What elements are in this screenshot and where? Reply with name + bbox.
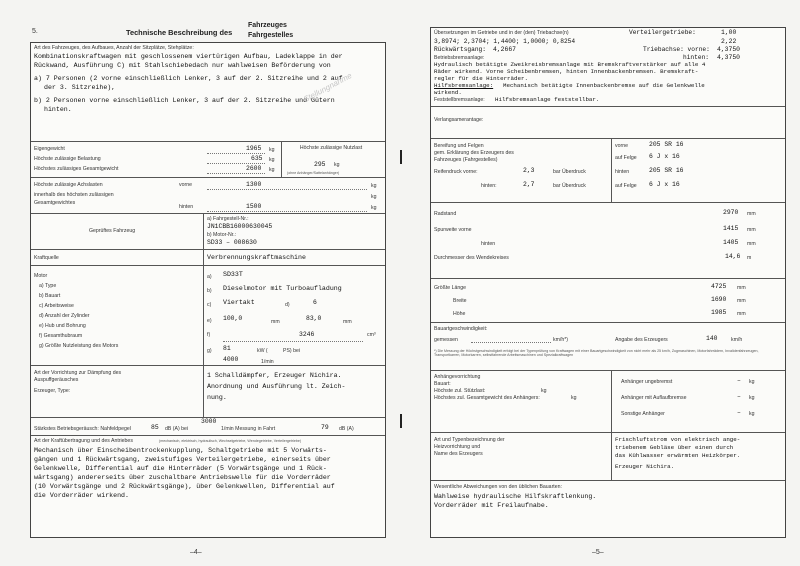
unit-kg: kg [541, 388, 547, 394]
drivetrain-line: die Vorderräder wirkend. [34, 492, 129, 499]
test-vehicle-label: Geprüftes Fahrzeug [89, 228, 136, 234]
pressure-unit: bar Überdruck [553, 169, 586, 175]
motor-letter: g) [207, 348, 212, 354]
section-test-vehicle [31, 213, 385, 249]
power-rpm-value: 4000 [223, 356, 239, 363]
rule [223, 341, 363, 342]
nutzlast-value: 295 [314, 161, 326, 168]
bore-value: 83,0 [306, 315, 322, 322]
speed-measured-label: gemessen [434, 337, 458, 343]
tires-label: Bereifung und Felgen [434, 143, 484, 149]
divider [203, 250, 204, 266]
width-label: Breite [453, 298, 467, 304]
unit-kmh: km/h [731, 337, 743, 343]
section-size [431, 278, 785, 322]
motor-letter: b) [207, 288, 212, 294]
section-tires [431, 138, 785, 202]
unit-kg: kg [371, 194, 377, 200]
unit-ps: PS) bei [283, 348, 301, 354]
transfer-low: 2,22 [721, 38, 737, 45]
unit-rpm: 1/min [261, 359, 274, 365]
rule [207, 211, 367, 212]
silencer-value1: 1 Schalldämpfer, Erzeuger Nichira. [207, 372, 342, 379]
body-type-b2: hinten. [44, 106, 72, 113]
rim-front-label: auf Felge [615, 155, 637, 161]
pressure-front-label: Reifendruck vorne: [434, 169, 478, 175]
rule [207, 189, 367, 190]
speed-declared-value: 140 [706, 335, 718, 342]
tongue-load-label: Höchste zul. Stützlast: [434, 388, 486, 394]
heater-maker: Erzeuger Nichira. [615, 463, 675, 470]
gesamt-value: 2600 [246, 165, 262, 172]
section-trailer [431, 370, 785, 432]
motor-item: b) Bauart [39, 293, 61, 299]
width-value: 1690 [711, 296, 727, 303]
power-source-label: Kraftquelle [34, 255, 59, 261]
silencer-value3: nung. [207, 394, 227, 401]
divider [203, 214, 204, 250]
divider [281, 142, 282, 178]
trailer-weight-label: Höchstes zul. Gesamtgewicht des Anhängers: [434, 395, 540, 401]
trailer-other-value: – [737, 409, 741, 416]
aux-brake-value: Mechanisch betätigte Innenbackenbremse auf die Gelenkwelle [503, 82, 705, 89]
pressure-unit: bar Überdruck [553, 183, 586, 189]
rule [207, 173, 265, 174]
footer-page-number-left: –4– [190, 549, 202, 556]
cylinder-count: 6 [313, 299, 317, 306]
motor-item: g) Größte Nutzleistung des Motors [39, 343, 119, 349]
axles-label2: innerhalb des höchsten zulässigen [34, 192, 114, 198]
section-speed [431, 322, 785, 370]
divider [611, 433, 612, 481]
unit-mm: mm [737, 311, 746, 317]
turning-circle-value: 14,6 [725, 253, 741, 260]
transfer-high: 1,00 [721, 29, 737, 36]
fold-mark [400, 414, 402, 428]
unit-mm: mm [747, 241, 756, 247]
motor-design-value: Dieselmotor mit Turboaufladung [223, 285, 342, 292]
chassis-label: a) Fahrgestell-Nr.: [207, 216, 249, 222]
unit-kg: kg [749, 395, 755, 401]
hitch-type-label: Bauart: [434, 381, 451, 387]
motor-type-value: SD33T [223, 271, 243, 278]
heater-label3: Name des Erzeugers [434, 451, 483, 457]
unit-kg: kg [371, 183, 377, 189]
body-type-a1: a) 7 Personen (2 vorne einschließlich Lenker, 3 auf der 2. Sitzreihe und 2 auf [34, 75, 343, 82]
displacement-value: 3246 [299, 331, 315, 338]
belastung-value: 635 [251, 155, 263, 162]
tires-label3: Fahrzeuges (Fahrgestelles) [434, 157, 498, 163]
heater-value: Frischluftstrom von elektrisch ange- [615, 436, 741, 443]
service-brake-line: Hydraulisch betätigte Zweikreisbremsanlage mit Bremskraftverstärker auf alle 4 [434, 61, 706, 68]
unit-mm: mm [737, 285, 746, 291]
length-value: 4725 [711, 283, 727, 290]
left-header [30, 20, 386, 42]
noise-unit: dB (A) bei [165, 426, 189, 432]
footer-page-number-right: –5– [592, 549, 604, 556]
rim-front-value: 6 J x 16 [649, 153, 680, 160]
motor-item: f) Gesamthubraum [39, 333, 83, 339]
height-label: Höhe [453, 311, 466, 317]
unit-kg: kg [571, 395, 577, 401]
service-brake-label: Betriebsbremsanlage: [434, 55, 485, 61]
silencer-label: Art der Vorrichtung zur Dämpfung des [34, 370, 122, 376]
rim-rear-value: 6 J x 16 [649, 181, 680, 188]
unit-mm: mm [747, 211, 756, 217]
unit-kg: kg [749, 379, 755, 385]
unit-kg: kg [371, 205, 377, 211]
heater-label2: Heizvorrichtung und [434, 444, 481, 450]
unit-mm: mm [271, 319, 280, 325]
section-motor [31, 265, 385, 365]
right-page [430, 27, 786, 538]
axle-ratio-front: 4,3750 [717, 46, 741, 53]
motor-label: Motor [34, 273, 48, 279]
motor-item: d) Anzahl der Zylinder [39, 313, 90, 319]
trailer-other-label: Sonstige Anhänger [621, 411, 665, 417]
axle-ratio-label: Triebachse: vorne: [643, 46, 710, 53]
section-retarder [431, 106, 785, 138]
section-drivetrain [31, 435, 385, 539]
drivetrain-line: Gelenkwelle, Differential auf die Hinterräder (5 Vorwärtsgänge und 1 Rück- [34, 465, 327, 472]
speed-footnote: *) Die Messung der Höchstgeschwindigkeit erfolgt bei der Typenprüfung von Kraftwagen mit einer Bauartgeschwindigkeit von nicht mehr als 25 km/h, Zugmaschinen, Motorfahrrädern, Invalidenfahrzeugen, Transportkarren, Motorkarren, selbstfahrende Arbeitsmaschinen und Spezialkraftwagen [434, 349, 759, 358]
length-label: Größte Länge [434, 285, 467, 291]
motor-item: c) Arbeitsweise [39, 303, 74, 309]
speed-label: Bauartgeschwindigkeit: [434, 326, 488, 332]
height-value: 1985 [711, 309, 727, 316]
tire-front-value: 205 SR 16 [649, 141, 684, 148]
track-rear-value: 1405 [723, 239, 739, 246]
ratios-label: Übersetzungen im Getriebe und in der (den) Triebachse(n) [434, 30, 569, 36]
track-front-label: Spurweite vorne [434, 227, 472, 233]
trailer-overrun-value: – [737, 393, 741, 400]
unit-kg: kg [269, 157, 275, 163]
motor-letter: a) [207, 274, 212, 280]
left-page [30, 42, 386, 538]
motor-letter: e) [207, 318, 212, 324]
belastung-label: Höchste zulässige Belastung [34, 156, 101, 162]
tires-label2: gem. Erklärung des Erzeugers des [434, 150, 514, 156]
heater-value: das Kühlwasser erwärmten Heizkörper. [615, 452, 741, 459]
transfer-label: Verteilergetriebe: [629, 29, 696, 36]
tire-rear-value: 205 SR 16 [649, 167, 684, 174]
drivetrain-line: Mechanisch über Einscheibentrockenkupplung, Schaltgetriebe mit 5 Vorwärts- [34, 447, 327, 454]
trailer-unbraked-value: – [737, 377, 741, 384]
silencer-label2: Auspuffgeräusches [34, 377, 79, 383]
pressure-front-value: 2,3 [523, 167, 535, 174]
unit-kmh: km/h*) [553, 337, 568, 343]
tire-front-label: vorne [615, 143, 628, 149]
section-noise [31, 417, 385, 435]
unit-kg: kg [749, 411, 755, 417]
motor-no-label: b) Motor-Nr.: [207, 232, 237, 238]
retarder-label: Verlangsamerantage: [434, 117, 484, 123]
motor-number: SD33 – 008630 [207, 239, 257, 246]
service-brake-line: Räder wirkend. Vorne Scheibenbremsen, hinten Innenbackenbremsen. Bremskraft- [434, 68, 699, 75]
body-type-b1: b) 2 Personen vorne einschließlich Lenker, 3 auf der 2. Sitzreihe und Gütern [34, 97, 335, 104]
motor-item: e) Hub und Bohrung [39, 323, 86, 329]
rule [207, 153, 265, 154]
motor-item: a) Type [39, 283, 57, 289]
noise-near-value: 85 [151, 424, 159, 431]
drivetrain-line: gängen und 1 Rückwärtsgang, zweistufiges Verteilergetriebe, einerseits über [34, 456, 331, 463]
rule [207, 163, 265, 164]
power-source-value: Verbrennungskraftmaschine [207, 254, 306, 261]
turning-circle-label: Durchmesser des Wendekreises [434, 255, 509, 261]
deviation-value: Vorderräder mit Freilaufnabe. [434, 502, 549, 509]
motor-letter: c) [207, 302, 212, 308]
body-type-label: Art des Fahrzeuges, des Aufbaues, Anzahl der Sitzplätze, Stehplätze: [34, 45, 194, 51]
nutzlast-label: Höchste zulässige Nutzlast [299, 145, 363, 151]
speed-declared-label: Angabe des Erzeugers [615, 337, 668, 343]
rim-rear-label: auf Felge [615, 183, 637, 189]
stamp-watermark: Stellungnahme [302, 70, 354, 105]
section-heater [431, 432, 785, 480]
eigengewicht-value: 1965 [246, 145, 262, 152]
reverse-value: 4,2667 [493, 46, 517, 53]
wheelbase-label: Radstand [434, 211, 457, 217]
chassis-number: JN1CBB16000630045 [207, 223, 273, 230]
section-weights [31, 141, 385, 177]
gesamt-label: Höchstes zulässiges Gesamtgewicht [34, 166, 119, 172]
drivetrain-sublabel: (mechanisch, elektrisch, hydraulisch, Wechselgetriebe, Wendegetriebe, Verteilergetriebe) [159, 439, 302, 443]
aux-brake-value2: wirkend. [434, 89, 462, 96]
power-kw-value: 81 [223, 345, 231, 352]
body-type-line1: Kombinationskraftwagen mit geschlossenem viertürigen Aufbau, Ladeklappe in der [34, 53, 343, 60]
axle-rear-value: 1500 [246, 203, 262, 210]
pressure-rear-label: hinten: [481, 183, 497, 189]
axle-ratio-rear-label: hinten: [683, 54, 709, 61]
tire-rear-label: hinten [615, 169, 630, 175]
wheelbase-value: 2970 [723, 209, 739, 216]
body-type-a2: der 3. Sitzreihe), [44, 84, 116, 91]
axle-front-value: 1300 [246, 181, 262, 188]
noise-mid-label: 1/min Messung in Fahrt [221, 426, 276, 432]
unit-mm: mm [747, 227, 756, 233]
unit-m: m [747, 255, 752, 261]
noise-unit: dB (A) [339, 426, 354, 432]
parking-brake-label: Feststellbremsanlage: [434, 97, 485, 103]
aux-brake-label: Hilfsbremsanlage: [434, 82, 494, 89]
page-number: 5. [32, 28, 38, 35]
section-power-source [31, 249, 385, 265]
title-chassis: Fahrgestelles [248, 32, 294, 39]
title-vehicle: Fahrzeuges [248, 22, 287, 29]
motor-letter: f) [207, 332, 211, 338]
silencer-value2: Anordnung und Ausführung lt. Zeich- [207, 383, 346, 390]
section-silencer [31, 365, 385, 417]
service-brake-line: regler für die Hinterräder. [434, 75, 528, 82]
divider [203, 266, 204, 366]
trailer-overrun-label: Anhänger mit Auflaufbremse [621, 395, 687, 401]
hitch-label: Anhängevorrichtung [434, 374, 481, 380]
section-body-type [31, 43, 385, 141]
noise-label: Stärkstes Betriebsgeräusch: Nahfeldpegel [34, 426, 131, 432]
unit-kg: kg [334, 162, 340, 168]
unit-kg: kg [269, 167, 275, 173]
divider [611, 139, 612, 203]
reverse-label: Rückwärtsgang: [434, 46, 486, 53]
stroke-value: 100,0 [223, 315, 243, 322]
noise-drive-value: 79 [321, 424, 329, 431]
axle-rear-label: hinten [179, 204, 194, 210]
heater-label: Art und Typenbezeichnung der [434, 437, 505, 443]
fold-mark [400, 150, 402, 164]
divider [611, 371, 612, 433]
section-ratios-brakes [431, 28, 785, 106]
heater-value: triebenem Gebläse über einen durch [615, 444, 734, 451]
divider [203, 366, 204, 418]
section-dimensions [431, 202, 785, 278]
unit-mm: mm [343, 319, 352, 325]
doc-title: Technische Beschreibung des [126, 28, 233, 37]
unit-kg: kg [269, 147, 275, 153]
motor-letter: d) [285, 302, 290, 308]
deviations-label: Wesentliche Abweichungen von den üblichen Bauarten: [434, 484, 562, 490]
motor-cycle-value: Viertakt [223, 299, 255, 306]
parking-brake-value: Hilfsbremsanlage feststellbar. [495, 96, 600, 103]
noise-rpm-value: 3000 [201, 418, 217, 425]
drivetrain-line: wärtsgang) andererseits über zuschaltbare Antriebswelle für die Vorderräder [34, 474, 331, 481]
gear-ratios: 3,8974; 2,3704; 1,4400; 1,0000; 0,8254 [434, 38, 576, 45]
track-front-value: 1415 [723, 225, 739, 232]
drivetrain-line: (10 Vorwärtsgänge und 2 Rückwärtsgänge), über Gelenkwellen, Differential auf [34, 483, 335, 490]
axles-label3: Gesamtgewichtes [34, 200, 76, 206]
unit-kw: kW ( [257, 348, 268, 354]
track-rear-label: hinten [481, 241, 496, 247]
nutzlast-note: (ohne Anhänger/Sattelanhänger) [287, 171, 340, 175]
trailer-unbraked-label: Anhänger ungebremst [621, 379, 673, 385]
pressure-rear-value: 2,7 [523, 181, 535, 188]
unit-mm: mm [737, 298, 746, 304]
axle-ratio-rear: 4,3750 [717, 54, 741, 61]
axle-front-label: vorne [179, 182, 192, 188]
section-deviations [431, 480, 785, 539]
drivetrain-label: Art der Kraftübertragung und des Antriebes [34, 438, 133, 444]
unit-cm3: cm³ [367, 332, 376, 338]
section-axles [31, 177, 385, 213]
rule [471, 342, 551, 343]
axles-label: Höchste zulässige Achslasten [34, 182, 103, 188]
deviation-value: Wahlweise hydraulische Hilfskraftlenkung. [434, 493, 597, 500]
silencer-maker-label: Erzeuger, Type: [34, 388, 71, 394]
body-type-line2: Rückwand, Ausführung C) mit Stahlschiebedach nur wahlweisen Beförderung von [34, 62, 331, 69]
eigengewicht-label: Eigengewicht [34, 146, 65, 152]
